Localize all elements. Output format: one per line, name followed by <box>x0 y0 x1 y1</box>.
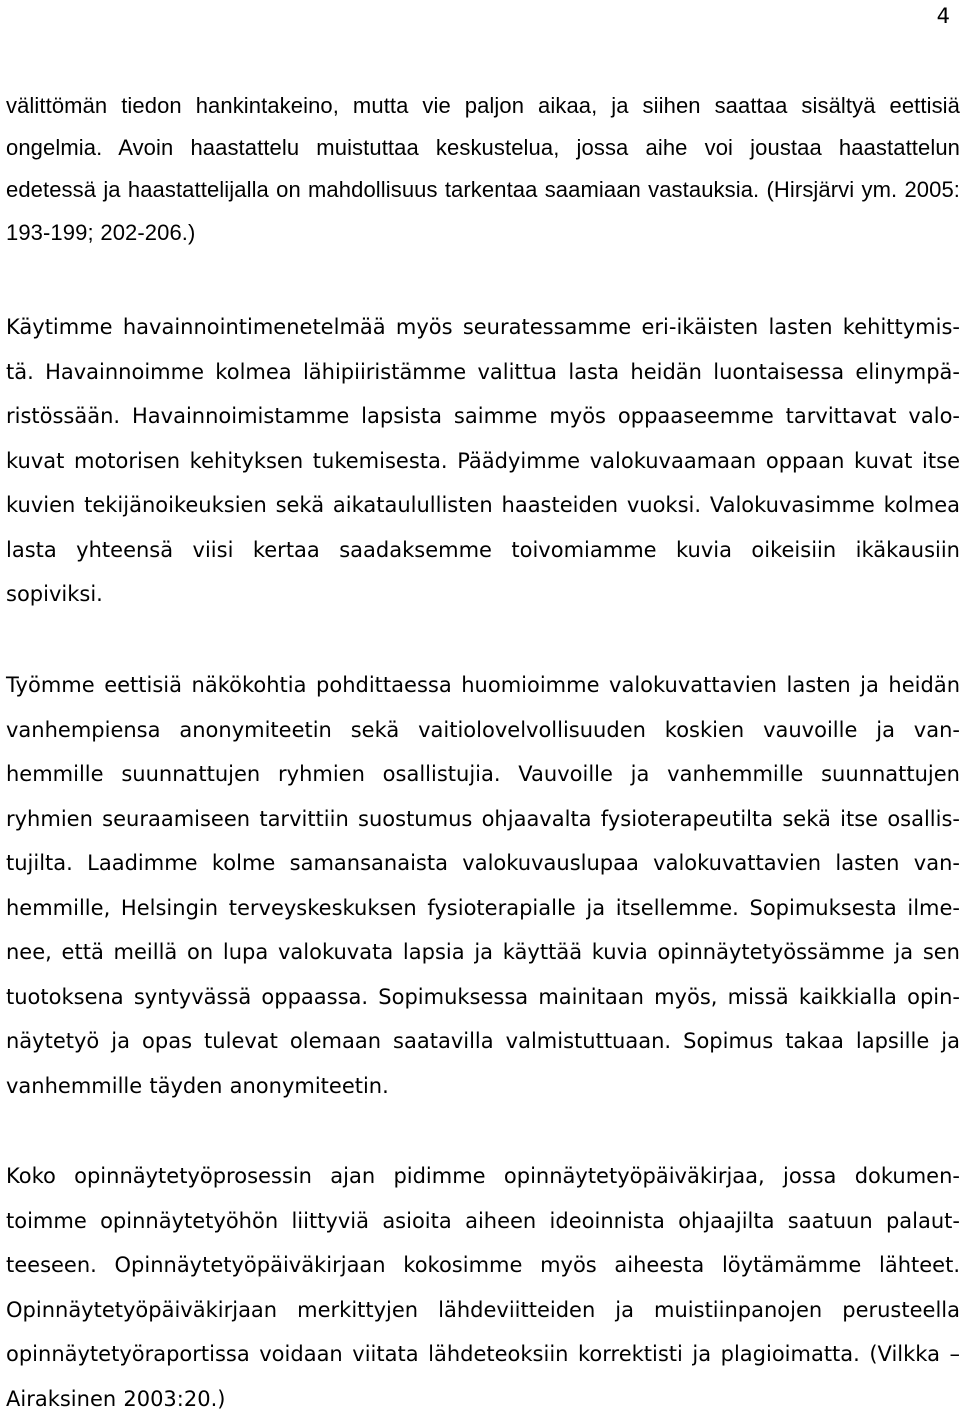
paragraph-thesis-diary: Koko opinnäytetyöprosessin ajan pidimme opinnäytetyöpäiväkirjaa, jossa dokumentoimme opinnäytetyöhön liittyviä asioita aiheen ideoinnista ohjaajilta saatuun palautteeseen. Opinnäytetyöpäiväkirjaan kokosimme myös aiheesta löytämämme lähteet. Opinnäytetyöpäiväkirjaan merkittyjen lähdeviitteiden ja muistiinpanojen perusteella opinnäytetyöraportissa voidaan viitata lähdeteoksiin korrektisti ja plagioimatta. (Vilkka – Airaksinen 2003:20.) <box>6 1164 960 1411</box>
page-number: 4 <box>936 4 950 28</box>
paragraph-interview-methods: välittömän tiedon hankintakeino, mutta vie paljon aikaa, ja siihen saattaa sisältyä eettisiä ongelmia. Avoin haastattelu muistuttaa keskustelua, jossa aihe voi joustaa haastattelun edetessä ja haastattelijalla on mahdollisuus tarkentaa saamiaan vastauksia. (Hirsjärvi ym. 2005: 193-199; 202-206.) <box>6 93 960 245</box>
paragraph-ethical-considerations: Työmme eettisiä näkökohtia pohdittaessa huomioimme valokuvattavien lasten ja heidän vanhempiensa anonymiteetin sekä vaitiolovelvollisuuden koskien vauvoille ja vanhemmille suunnattujen ryhmien osallistujia. Vauvoille ja vanhemmille suunnattujen ryhmien seuraamiseen tarvittiin suostumus ohjaavalta fysioterapeutilta sekä itse osallistujilta. Laadimme kolme samansanaista valokuvauslupaa valokuvattavien lasten vanhemmille, Helsingin terveyskeskuksen fysioterapialle ja itsellemme. Sopimuksesta ilmenee, että meillä on lupa valokuvata lapsia ja käyttää kuvia opinnäytetyössämme ja sen tuotoksena syntyvässä oppaassa. Sopimuksessa mainitaan myös, missä kaikkialla opinnäytetyö ja opas tulevat olemaan saatavilla valmistuttuaan. Sopimus takaa lapsille ja vanhemmille täyden anonymiteetin. <box>6 673 960 1098</box>
paragraph-observation-method: Käytimme havainnointimenetelmää myös seuratessamme eri-ikäisten lasten kehittymistä. Havainnoimme kolmea lähipiiristämme valittua lasta heidän luontaisessa elinympäristössään. Havainnoimistamme lapsista saimme myös oppaaseemme tarvittavat valokuvat motorisen kehityksen tukemisesta. Päädyimme valokuvaamaan oppaan kuvat itse kuvien tekijänoikeuksien sekä aikataulullisten haasteiden vuoksi. Valokuvasimme kolmea lasta yhteensä viisi kertaa saadaksemme toivomiamme kuvia oikeisiin ikäkausiin sopiviksi. <box>6 315 960 606</box>
